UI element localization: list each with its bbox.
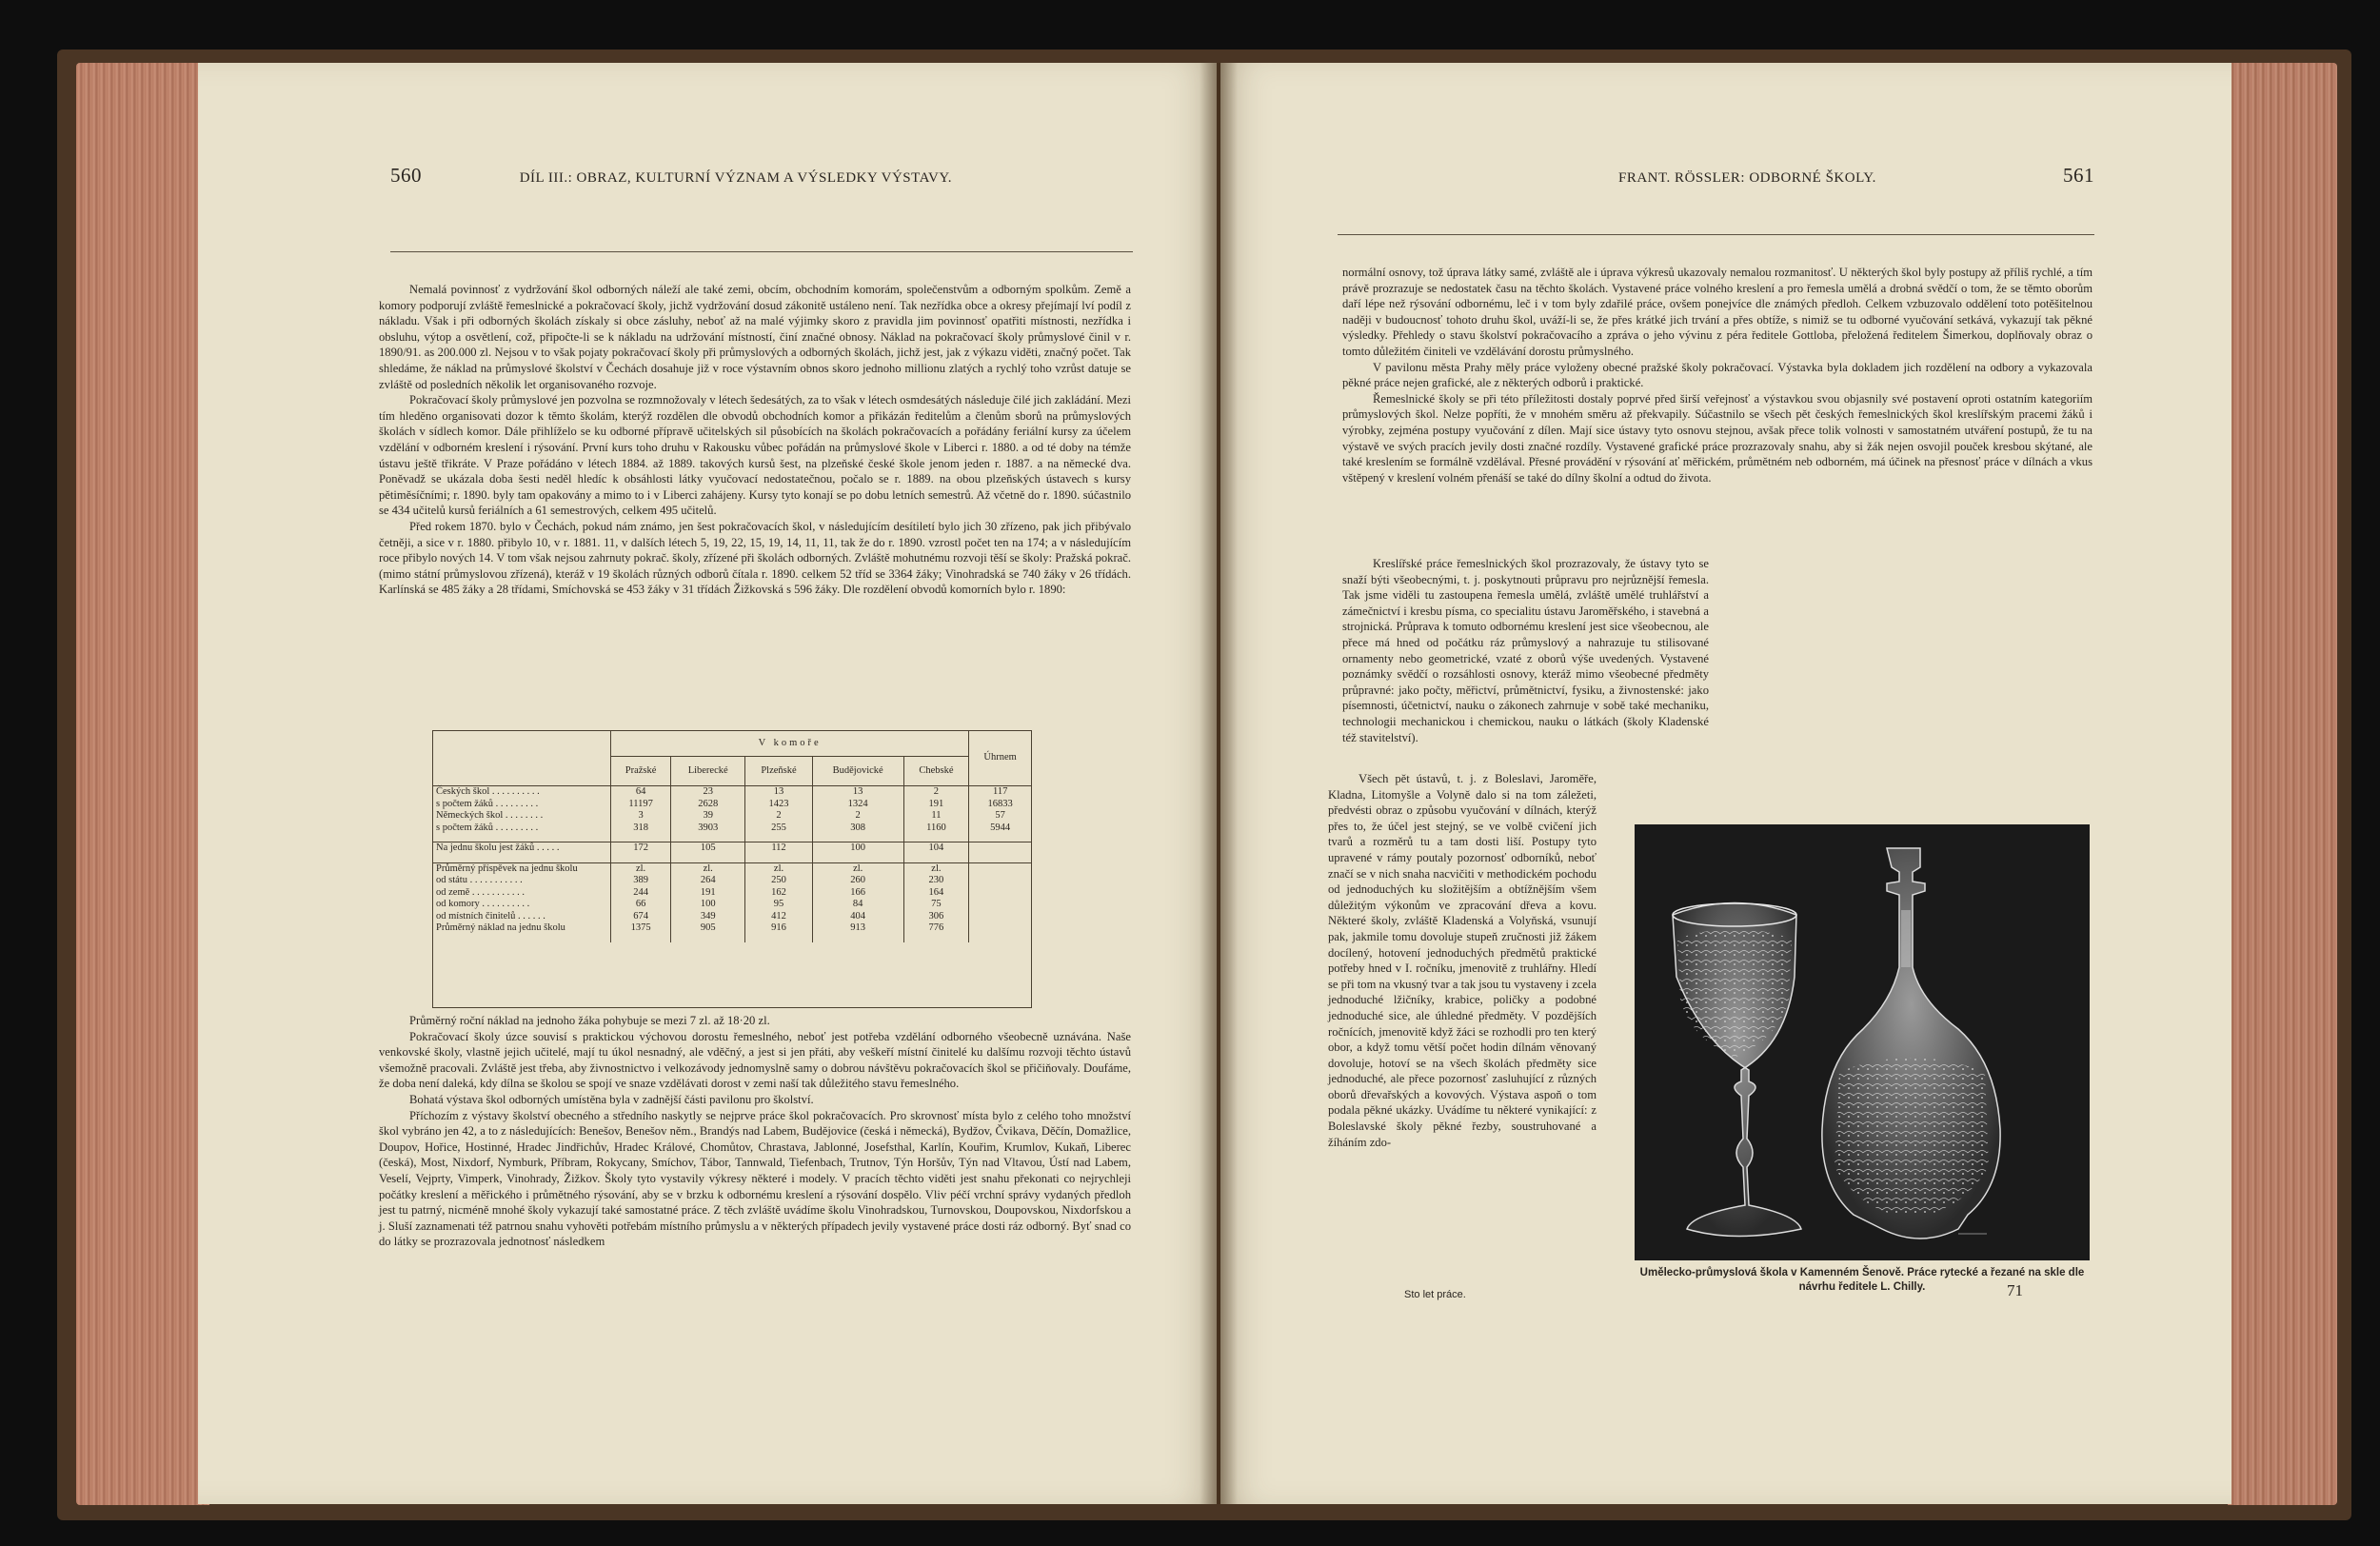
table-row: [433, 899, 1031, 911]
table-total-cell: 16833: [987, 798, 1013, 809]
table-cell: 84: [812, 899, 903, 911]
table-row: [433, 799, 1031, 811]
table-row: [433, 911, 1031, 923]
paragraph: Bohatá výstava škol odborných umístěna byla v zadnější části pavilonu pro školství.: [409, 1092, 814, 1106]
table-cell: 164: [903, 887, 969, 900]
table-cell: 916: [745, 922, 813, 935]
table-column-header: Liberecké: [671, 757, 745, 786]
glass-goblet-and-carafe-image: [1635, 824, 2090, 1260]
table-cell: 105: [671, 842, 745, 855]
paragraph: normální osnovy, tož úprava látky samé, zvláště ale i úprava výkresů ukazovaly nemalou rozmanitosť. U některých škol byly postupy až příliš rychlé, a tím právě prozrazuje se nedostatek času na těchto školách. Vystavené práce volného kreslení a pro řemesla umělá a drobná svědčí o tom, že se těmto oborům daří lépe než rýsování odbornému, leč i v tom byly zdařilé práce, ovšem ponejvíce dle známých předloh. Celkem vzbuzovalo oddělení toto potěšitelnou naději v budoucnosť tohoto druhu škol, uváží-li se, že přes krátké jich trvání a přes obtíže, s nimiž se tu odborné vyučování setkává, vykazují tak pěkné výsledky. Přehledy o stavu školství pokračovacího a zpráva o jeho vývinu z péra ředitele Gottloba, přeložená ředitelem Šimerkou, doplňovaly obraz o tomto důležitém činiteli ve vzdělávání dorostu průmyslného.: [1342, 266, 2092, 358]
table-cell: zl.: [903, 862, 969, 875]
table-cell: 13: [812, 786, 903, 799]
table-row: [433, 823, 1031, 835]
paragraph: Před rokem 1870. bylo v Čechách, pokud nám známo, jen šest pokračovacích škol, v následujícím desítiletí bylo jich 30 zřízeno, pak jich přibývalo četněji, a sice v r. 1880. přibylo 10, v r. 1881. 11, v dalších létech 5, 19, 22, 15, 19, 14, 11, 11, tak že do r. 1890. vzrostl počet ten na 174; a v následujícím roce přibylo nových 14. V tom však nejsou zahrnuty pokrač. školy, zřízené při školách odborných. Zvláště mohutnému rozvoji těší se školy: Pražská pokrač. (mimo státní průmyslovou zřízená), kteráž v 19 školách různých odborů čítala r. 1890. celkem 52 tříd se 3364 žáky; Vinohradská se 740 žáky v 26 třídách. Karlínská se 485 žáky a 28 třídami, Smíchovská se 453 žáky v 31 třídách Žižkovská s 596 žáky. Dle rozdělení obvodů komorních bylo r. 1890:: [379, 519, 1131, 597]
paragraph: Kreslířské práce řemeslnických škol prozrazovaly, že ústavy tyto se snaží býti všeobecnými, t. j. poskytnouti průpravu pro nejrůznější řemesla. Tak jsme viděli tu zastoupena řemesla umělá, zvláště umělé truhlářství a zámečnictví i kresbu písma, co specialitu ústavu Jaroměřského, i stavebná a strojnická. Průprava k tomuto odbornému kreslení jest sice všeobecnou, ale přece má hned od počátku ráz průmyslový a nahrazuje tu stilisované ornamenty nebo geometrické, vzaté z oborů výše uvedených. Vystavené poznámky svědčí o rozsáhlosti osnovy, kteráž mimo všeobecné předměty průpravné: jako počty, měřictví, průmětnictví, fysiku, a živnostenské: jako písemnosti, účetnictví, nauku o zákonech zahrnuje v sobě také mechaniku, technologii mechanickou i chemickou, nauku o látkách (školy Kladenské též stavitelství).: [1342, 557, 1709, 744]
table-column-header: Chebské: [903, 757, 969, 786]
table-cell: 11197: [611, 799, 671, 811]
footer-source: Sto let práce.: [1404, 1289, 1466, 1300]
table-cell: 1160: [903, 823, 969, 835]
table-cell: 166: [812, 887, 903, 900]
table-cell: 318: [611, 823, 671, 835]
table-cell: 191: [903, 799, 969, 811]
table-cell: 1375: [611, 922, 671, 935]
table-cell: 3: [611, 810, 671, 823]
row-label: od země . . . . . . . . . . .: [433, 887, 611, 900]
left-text-bottom: [379, 1013, 1131, 1250]
page-edges-right: [2228, 63, 2337, 1505]
table-cell: 913: [812, 922, 903, 935]
table-total-cell: 117: [992, 786, 1008, 797]
row-label: s počtem žáků . . . . . . . . .: [433, 799, 611, 811]
table-cell: 11: [903, 810, 969, 823]
table-total-cell: [969, 899, 1031, 911]
table-row: [433, 842, 1031, 855]
right-running-title: FRANT. RÖSSLER: ODBORNÉ ŠKOLY.: [1618, 170, 1876, 186]
paragraph: Řemeslnické školy se při této příležitosti dostaly poprvé před širší veřejnosť a výstavkou svou objasnily své postavení oproti ostatním kategoriím průmyslových škol. Nelze popříti, že v mnohém směru až překvapily. Súčastnilo se všech pět českých řemeslnických škol kreslířským pracemi žáků i výrobky, zejména postupy vyučování z dílen. Mají sice ústavy tyto osnovu stejnou, avšak přece tolik volnosti v samostatném utváření postupů, že tu na výstavě ve svých pracích jevily dosti značné rozdíly. Vystavené grafické práce prozrazovaly snahu, aby si žák nejen osvojil pouček kresbou skýtané, ale také kreslením se formálně vzdělával. Přesné provádění v rýsování ať měřickém, průmětném neb odborném, má účinek na přesnosť práce v dílnách a vkus vštěpený v kreslení volném přenáší se také do dílny školní a odtud do života.: [1342, 391, 2092, 485]
table-cell: 23: [671, 786, 745, 799]
left-running-title: DÍL III.: OBRAZ, KULTURNÍ VÝZNAM A VÝSLEDKY VÝSTAVY.: [519, 170, 952, 186]
plate-number: 71: [2007, 1281, 2023, 1299]
table-cell: 308: [812, 823, 903, 835]
glassware-photograph: [1635, 824, 2090, 1260]
table-row: [433, 887, 1031, 900]
table-cell: 412: [745, 911, 813, 923]
table-cell: 100: [812, 842, 903, 855]
row-label: od komory . . . . . . . . . .: [433, 899, 611, 911]
table-cell: 674: [611, 911, 671, 923]
table-cell: 100: [671, 899, 745, 911]
left-header-rule: [390, 251, 1133, 252]
table-cell: 230: [903, 875, 969, 887]
table-cell: 306: [903, 911, 969, 923]
paragraph: V pavilonu města Prahy měly práce vyloženy obecné pražské školy pokračovací. Výstavka byla dokladem jich rozdělení na odbory a vykazovala pěkné práce nejen grafické, ale z některých odborů i praktické.: [1342, 360, 2092, 390]
table-total-cell: [969, 842, 1031, 855]
left-running-head: [390, 164, 952, 188]
row-label: od státu . . . . . . . . . . .: [433, 875, 611, 887]
table-cell: 776: [903, 922, 969, 935]
right-text-top: [1342, 265, 2092, 486]
table-cell: 3903: [671, 823, 745, 835]
row-label: od místních činitelů . . . . . .: [433, 911, 611, 923]
table-spacer: [433, 834, 1031, 842]
table-cell: 172: [611, 842, 671, 855]
table-total-cell: 5944: [990, 822, 1011, 833]
table-total-cell: [969, 862, 1031, 875]
table-cell: 66: [611, 899, 671, 911]
table-cell: 250: [745, 875, 813, 887]
table-cell: 1324: [812, 799, 903, 811]
page-edges-left: [76, 63, 209, 1505]
table-cell: zl.: [745, 862, 813, 875]
table-total-header: Úhrnem: [969, 731, 1031, 786]
table-cell: 1423: [745, 799, 813, 811]
row-label: s počtem žáků . . . . . . . . .: [433, 823, 611, 835]
plate-caption: Umělecko-průmyslová škola v Kamenném Šenově. Práce rytecké a řezané na skle dle návrhu ředitele L. Chilly.: [1639, 1267, 2085, 1293]
table-cell: 264: [671, 875, 745, 887]
row-label: Německých škol . . . . . . . .: [433, 810, 611, 823]
table-cell: 112: [745, 842, 813, 855]
paragraph: Příchozím z výstavy školství obecného a středního naskytly se nejprve práce škol pokračovacích. Pro skrovnosť místa bylo z celého toho množství škol vybráno jen 42, a to z následujících: Benešov, Benešov něm., Brandýs nad Labem, Budějovice (česká i německá), Bydžov, Čvikava, Děčín, Domažlice, Doupov, Hořice, Hostinné, Hradec Jindřichův, Hradec Králové, Chomůtov, Chrastava, Jablonné, Josefsthal, Karlín, Kouřim, Krumlov, Kukaň, Liberec (česká), Most, Nixdorf, Nymburk, Příbram, Rokycany, Smíchov, Tábor, Tannwald, Tiefenbach, Trutnov, Týn Horšův, Týn nad Vltavou, Ústí nad Labem, Veselí, Vejprty, Vimperk, Vinohrady, Žižkov. Školy tyto vystavily výkresy některé i modely. V pracích těchto viděti jest snahu překonati co nejrychleji počátky kreslení a měřického i průmětného rýsování, aby se v brzku k odbornému kreslení a rýsování dospělo. Vliv péčí vrchní správy vydaných předloh jest tu patrný, nicméně mnohé školy vykazují také samostatné práce. Z těch zvláště uvádíme školu Vinohradskou, Turnovskou, Doupovskou, Nixdorfskou a j. Sluší zaznamenati též patrnou snahu vyhověti potřebám místního průmyslu a v některých případech jevily vystavené práce dosti ráz odborný. Byť snad co do látky se prozrazovala jednotnosť následkem: [379, 1108, 1131, 1249]
table-cell: 2628: [671, 799, 745, 811]
table-cell: 104: [903, 842, 969, 855]
table-group-header: V komoře: [611, 731, 969, 757]
table-cell: zl.: [671, 862, 745, 875]
table-cell: 2: [745, 810, 813, 823]
table-row: [433, 786, 1031, 799]
table-cell: zl.: [812, 862, 903, 875]
table-cell: 244: [611, 887, 671, 900]
table-row: [433, 862, 1031, 875]
table-column-header: Pražské: [611, 757, 671, 786]
table-cell: 39: [671, 810, 745, 823]
paragraph: Pokračovací školy úzce souvisí s praktickou výchovou dorostu řemeslného, neboť jest potřeba vzdělání odborného všeobecně uznávána. Naše venkovské školy, vlastně jejich učitelé, mají tu úkol nesnadný, ale vděčný, a jest si jen přáti, aby veškeří místní činitelé ku dalšímu rozvoji těchto ústavů všemožně pracovali. Zvláště jest třeba, aby živnostnictvo i velkozávody jednomyslně samy o dobrou návštěvu pokračovacích škol se přičiňovaly. Doufáme, že doba není daleká, kdy dílna se školou se spojí ve snaze vzdělávati dorost v zemi naší tak důležitého stavu řemeslného.: [379, 1029, 1131, 1091]
left-text-top: [379, 282, 1131, 598]
paragraph: Nemalá povinnosť z vydržování škol odborných náleží ale také zemi, obcím, obchodním komorám, společenstvům a odborným spolkům. Země a komory podporují zvláště řemeslnické a pokračovací školy, jichž vydržování dosud zákonitě ustáleno není. Tak nezřídka obce a okresy přejímají lví podíl z nákladu. Však i při odborných školách získaly si obce zásluhy, neboť až na malé výjimky skoro z pravidla jim povinnosť opatřiti místnosti, nezřídka i obsluhu, výtop a osvětlení, což, připočte-li se k nákladu na udržování místností, činí značné obnosy. Náklad na pokračovací školy průmyslové činil v r. 1890/91. as 200.000 zl. Nejsou v to však pojaty pokračovací školy při průmyslových a odborných školách, jichž jest, jak z výkazu viděti, značný počet. Tak shledáme, že náklad na průmyslové školství v Čechách dosahuje již v roce výstavním obnos skoro jednoho millionu zlatých a rychlý toho vzrůst datuje se zvláště od posledních několik let organisovaného rozvoje.: [379, 283, 1131, 391]
table-cell: 404: [812, 911, 903, 923]
table-spacer: [433, 855, 1031, 863]
table-total-cell: 57: [995, 810, 1005, 821]
table-cell: 191: [671, 887, 745, 900]
row-label: Na jednu školu jest žáků . . . . .: [433, 842, 611, 855]
table-cell: 260: [812, 875, 903, 887]
right-text-mid: [1342, 556, 1709, 745]
statistics-table: [432, 730, 1032, 1008]
row-label: Českých škol . . . . . . . . . .: [433, 786, 611, 799]
table-cell: 13: [745, 786, 813, 799]
table-cell: 905: [671, 922, 745, 935]
paragraph: Pokračovací školy průmyslové jen pozvolna se rozmnožovaly v létech šedesátých, za to však v létech osmdesátých následuje čilé jich zakládání. Mezi tím hleděno organisovati dozor k těmto školám, kterýž rozdělen dle obvodů obchodních komor a přikázán ředitelům a členům sborů na průmyslových školách v sídlech komor. Dále přihlíželo se ku odborné přípravě učitelských sil působících na školách pokračovacích a pořádány feriální kursy za účelem vzdělání v odborném kreslení i rýsování. První kurs toho druhu v Rakousku vůbec pořádán na průmyslové škole v Liberci r. 1880. a od té doby na témže ústavu ještě třikráte. V Praze pořádáno v létech 1884. až 1889. takových kursů šest, na plzeňské české škole jenom jeden r. 1887. a na německé dva. Poněvadž se ukázala doba šesti neděl hledíc k obsáhlosti látky vyučovací nedostatečnou, počalo se r. 1889. na obou plzeňských ústavech s kursy pětiměsíčními; r. 1890. byly tam opakovány a mimo to i v Liberci zahájeny. Kursy tyto konají se po dobu letních semestrů. Až včetně do r. 1890. súčastnilo se 434 učitelů kursů feriálních a 61 semestrových, celkem 495 učitelů.: [379, 393, 1131, 518]
table-column-header: Budějovické: [812, 757, 903, 786]
table-cell: 2: [903, 786, 969, 799]
book-gutter: [1200, 63, 1238, 1504]
table-spacer: [433, 935, 1031, 942]
table-corner: [433, 731, 611, 786]
table-total-cell: [969, 911, 1031, 923]
table-cell: 255: [745, 823, 813, 835]
row-label: Průměrný náklad na jednu školu: [433, 922, 611, 935]
table-cell: 162: [745, 887, 813, 900]
table-cell: 95: [745, 899, 813, 911]
table-column-header: Plzeňské: [745, 757, 813, 786]
table-cell: 75: [903, 899, 969, 911]
table-row: [433, 922, 1031, 935]
table-cell: zl.: [611, 862, 671, 875]
table-row: [433, 810, 1031, 823]
right-header-rule: [1338, 234, 2094, 235]
table-total-cell: [969, 875, 1031, 887]
table-cell: 349: [671, 911, 745, 923]
table-cell: 389: [611, 875, 671, 887]
table-row: [433, 875, 1031, 887]
left-page-number: 560: [390, 164, 422, 187]
table-total-cell: [969, 887, 1031, 900]
right-running-head: [1618, 164, 2094, 188]
table-cell: 2: [812, 810, 903, 823]
table-cell: 64: [611, 786, 671, 799]
right-text-side: [1328, 771, 1597, 1150]
row-label: Průměrný příspěvek na jednu školu: [433, 862, 611, 875]
paragraph: Všech pět ústavů, t. j. z Boleslavi, Jaroměře, Kladna, Litomyšle a Volyně dalo si na tom záležeti, předvésti obraz o způsobu vyučování v dílnách, kterýž přes to, že účel jest stejný, se ve volbě cvičení jich tvarů a rozměrů tu a tam dosti liší. Postupy tyto upravené v rámy poutaly pozornosť odborníků, neboť značí se v nich snaha nacvičiti v methodickém pochodu od jednoduchých ku složitějším a obtížnějším všem důležitým výkonům ve zpracování dřeva a kovu. Některé školy, zvláště Kladenská a Volyňská, vsunují pak, jakmile tomu dovoluje stupeň zručnosti již žákem docílený, hotovení jednoduchých předmětů praktické potřeby hned v I. ročníku, jmenovitě z truhlářny. Hledí se při tom na vkusný tvar a tak jsou tu vystaveny i zcela jednoduché lžičníky, krabice, poličky a podobné jednoduché sice, ale úhledné předměty. V pozdějších ročnících, jmenovitě když žáci se rozhodli pro ten který obor, a když tomu větší počet hodin dílnám věnovaný dovoluje, hotoví se na všech školách předměty sice jednoduché, ale přece pozornosť zasluhující z různých oborů dřevařských a kovových. Výstava aspoň o tom podala pěkné ukázky. Uvádíme tu některé vynikající: z Boleslavské školy pěkné řezby, soustruhované a žíháním zdo-: [1328, 772, 1597, 1149]
table-total-cell: [969, 922, 1031, 935]
right-page-number: 561: [2063, 164, 2094, 187]
paragraph: Průměrný roční náklad na jednoho žáka pohybuje se mezi 7 zl. až 18·20 zl.: [409, 1014, 770, 1027]
